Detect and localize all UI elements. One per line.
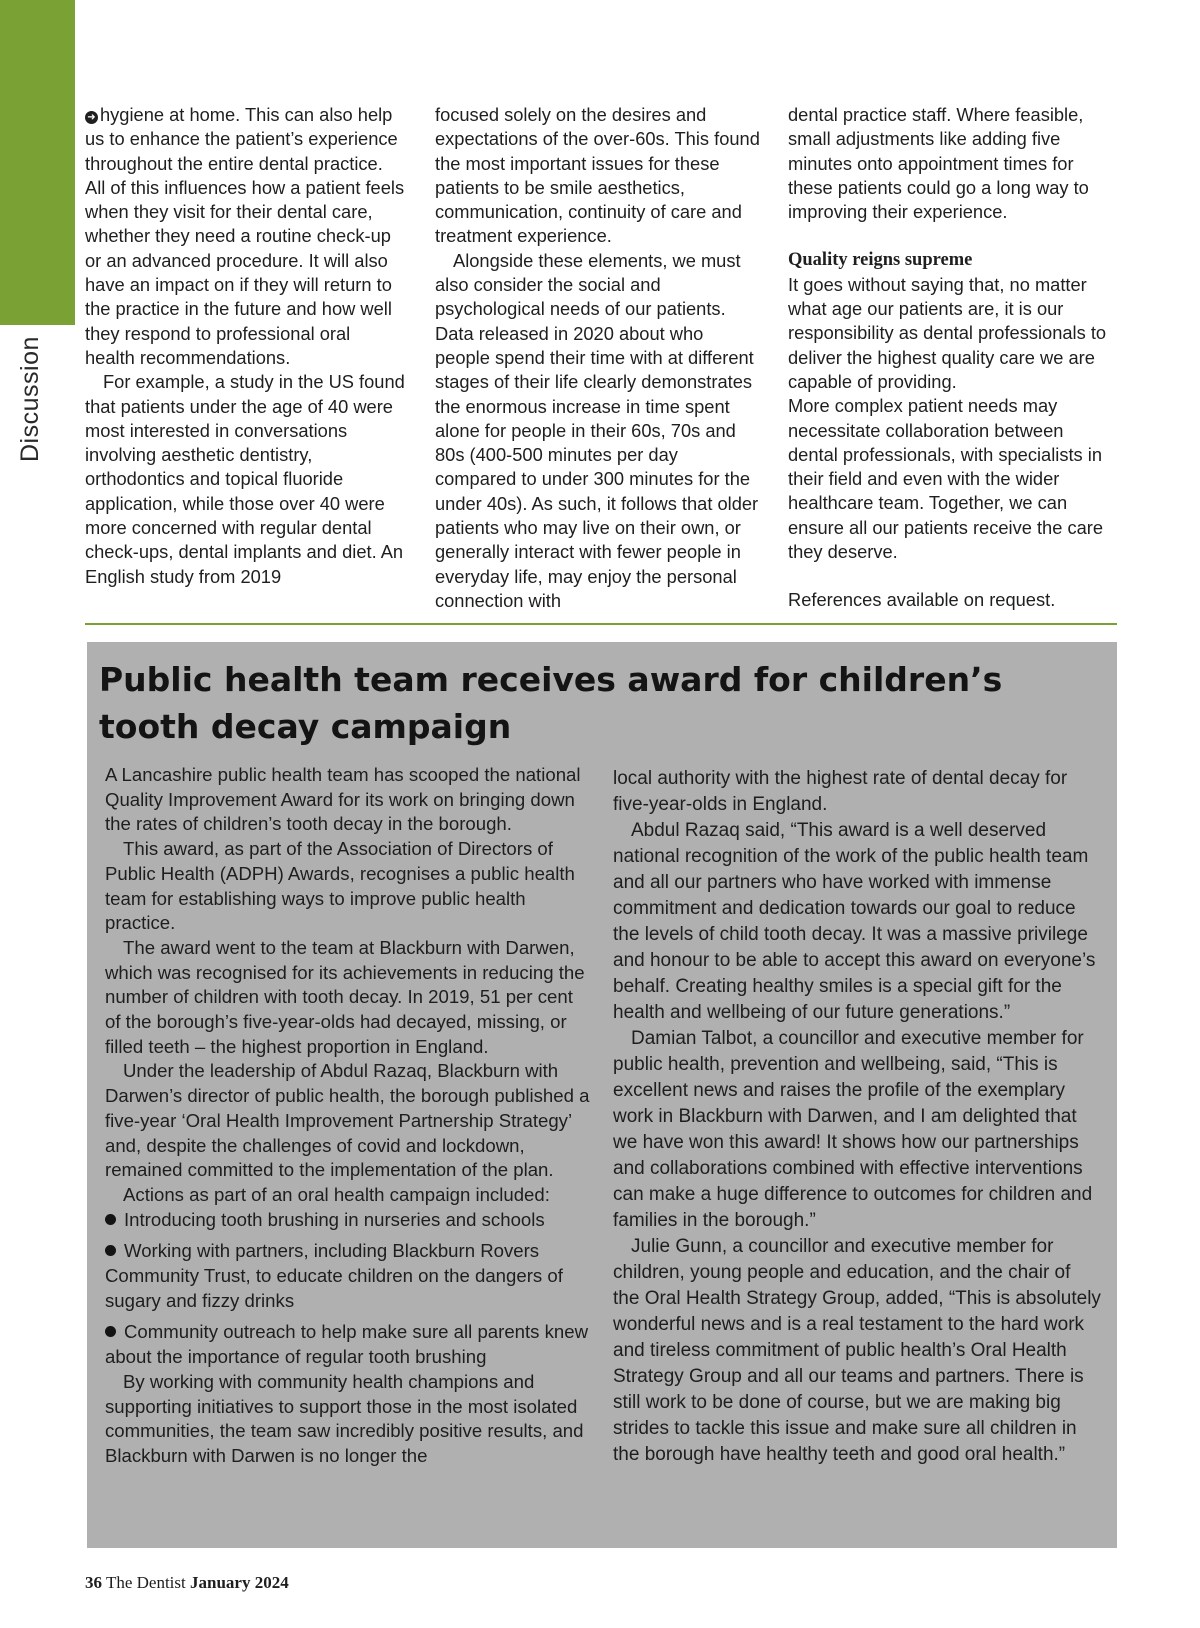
section-label: Discussion [16,336,44,462]
news-column-left [105,763,591,1469]
news-box [87,642,1117,1548]
article-paragraph: It goes without saying that, no matter what age our patients are, it is our responsibility as dental professionals to deliver the highest quality care we are capable of providing. [788,273,1107,392]
article-paragraph: More complex patient needs may necessitate collaboration between dental professionals, with specialists in their field and even with the wider healthcare team. Together, we can ensure all our patients receive the care they deserve. [788,395,1104,563]
continued-arrow-icon: ➜ [85,111,98,124]
article-paragraph: focused solely on the desires and expectations of the over-60s. This found the most important issues for these patients to be smile aesthetics, communication, continuity of care and treatment experience. [435,104,760,247]
bullet-icon [105,1326,116,1337]
news-paragraph: Under the leadership of Abdul Razaq, Blackburn with Darwen’s director of public health, the borough published a five-year ‘Oral Health Improvement Partnership Strategy’ and, despite the challenges of covid and lockdown, remained committed to the implementation of the plan. [105,1060,590,1181]
news-paragraph: Actions as part of an oral health campaign included: [123,1183,550,1205]
news-column-right [613,766,1101,1468]
news-paragraph: Julie Gunn, a councillor and executive member for children, young people and education, and the chair of the Oral Health Strategy Group, added, “This is absolutely wonderful news and is a real testament to the hard work and tireless commitment of public health’s Oral Health Strategy Group and all our teams and partners. There is still work to be done of course, but we are making big strides to tackle this issue and make sure all children in the borough have healthy teeth and good oral health.” [613,1236,1101,1465]
news-paragraph: A Lancashire public health team has scooped the national Quality Improvement Award for its work on bringing down the rates of children’s tooth decay in the borough. [105,764,581,835]
news-headline: Public health team receives award for children’s tooth decay campaign [99,660,1003,746]
article-subheading: Quality reigns supreme [788,250,973,271]
campaign-actions-list [105,1208,591,1370]
section-color-bar [0,0,75,325]
article-paragraph: Alongside these elements, we must also consider the social and psychological needs of our patients. Data released in 2020 about who people spend their time with at different stages of their life clearly demonstrates the enormous increase in time spent alone for people in their 60s, 70s and 80s (400-500 minutes per day compared to under 300 minutes for the under 40s). As such, it follows that older patients who may live on their own, or generally interact with fewer people in everyday life, may enjoy the personal connection with [435,249,759,611]
publication-name: The Dentist [105,1573,186,1592]
article-column-1 [85,103,405,589]
news-paragraph: By working with community health champions and supporting initiatives to support those in the most isolated communities, the team saw incredibly positive results, and Blackburn with Darwen is no longer the [105,1370,584,1466]
article-paragraph: dental practice staff. Where feasible, small adjustments like adding five minutes onto appointment times for these patients could go a long way to improving their experience. [788,104,1089,223]
page-number: 36 [85,1573,102,1592]
bullet-icon [105,1245,116,1256]
news-paragraph: The award went to the team at Blackburn with Darwen, which was recognised for its achievements in reducing the number of children with tooth decay. In 2019, 51 per cent of the borough’s five-year-olds had decayed, missing, or filled teeth – the highest proportion in England. [105,936,585,1057]
list-item [105,1208,591,1233]
article-paragraph-text: hygiene at home. This can also help us to enhance the patient’s experience throughout the entire dental practice. All of this influences how a patient feels when they visit for their dental care, whether they need a routine check-up or an advanced procedure. It will also have an impact on if they will return to the practice in the future and how well they respond to professional oral health recommendations. [85,104,405,368]
section-divider [85,623,1117,625]
article-continuation [85,103,1115,623]
bullet-icon [105,1214,116,1225]
list-item-text: Introducing tooth brushing in nurseries and schools [124,1208,545,1230]
list-item-text: Community outreach to help make sure all parents knew about the importance of regular tooth brushing [105,1321,589,1368]
list-item [105,1239,591,1313]
article-paragraph [85,103,405,370]
article-paragraph: For example, a study in the US found that patients under the age of 40 were most interested in conversations involving aesthetic dentistry, orthodontics and topical fluoride application, while those over 40 were more concerned with regular dental check-ups, dental implants and diet. An English study from 2019 [85,371,405,587]
article-column-2 [435,103,760,613]
list-item [105,1320,591,1369]
page-footer [85,1573,289,1593]
issue-date: January 2024 [190,1573,289,1592]
news-paragraph: Abdul Razaq said, “This award is a well deserved national recognition of the work of the public health team and all our partners who have worked with immense commitment and dedication towards our goal to reduce the levels of child tooth decay. It was a massive privilege and honour to be able to accept this award on everyone’s behalf. Creating healthy smiles is a special gift for the health and wellbeing of our future generations.” [613,820,1096,1023]
news-paragraph: Damian Talbot, a councillor and executive member for public health, prevention and wellbeing, said, “This is excellent news and raises the profile of the exemplary work in Blackburn with Darwen, and I am delighted that we have won this award! It shows how our partnerships and collaborations combined with effective interventions can make a huge difference to outcomes for children and families in the borough.” [613,1028,1093,1231]
article-column-3 [788,103,1115,613]
news-paragraph: local authority with the highest rate of dental decay for five-year-olds in England. [613,768,1068,815]
news-paragraph: This award, as part of the Association of Directors of Public Health (ADPH) Awards, recognises a public health team for establishing ways to improve public health practice. [105,838,575,934]
list-item-text: Working with partners, including Blackburn Rovers Community Trust, to educate children on the dangers of sugary and fizzy drinks [105,1240,563,1311]
references-note: References available on request. [788,589,1056,611]
